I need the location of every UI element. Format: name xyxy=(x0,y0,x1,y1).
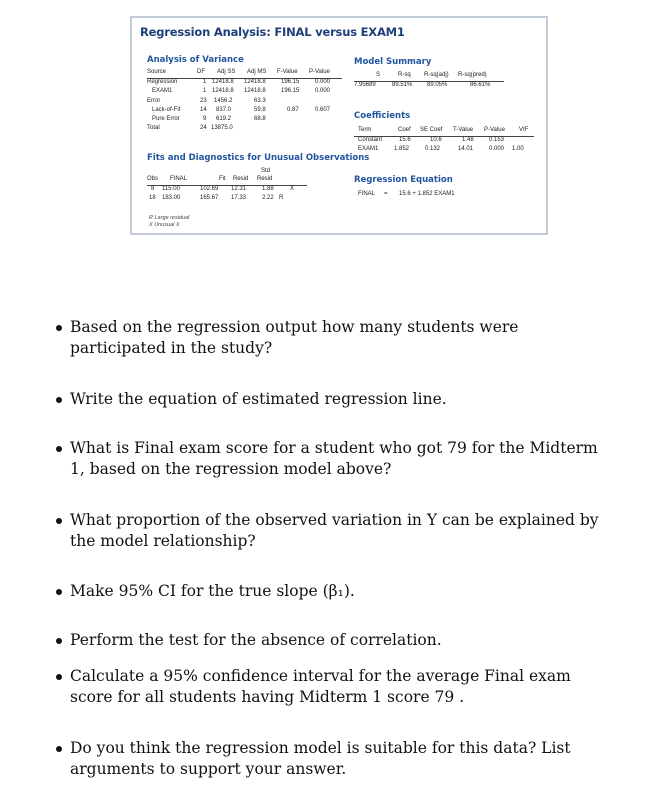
question-text: Write the equation of estimated regression line. xyxy=(70,390,447,408)
ms-s: 7.95689 xyxy=(354,82,376,89)
unusual-flag: R xyxy=(279,195,284,202)
coef-t: 1.48 xyxy=(462,137,474,144)
list-item xyxy=(56,630,616,651)
anova-col-source: Source xyxy=(147,69,167,75)
coefficients-table xyxy=(354,127,534,156)
question-text: Do you think the regression model is suitable for this data? List arguments to support your answer. xyxy=(70,739,571,778)
equation-equals: = xyxy=(384,191,388,197)
list-item xyxy=(56,510,616,552)
coef-col-t: T-Value xyxy=(453,127,474,133)
note-large-residual: R Large residual xyxy=(149,215,190,221)
question-text: Make 95% CI for the true slope (β₁). xyxy=(70,582,355,600)
coef-col-p: P-Value xyxy=(484,127,505,133)
anova-col-adjms: Adj MS xyxy=(247,69,267,75)
unusual-row xyxy=(147,195,307,204)
coef-p: 0.000 xyxy=(489,146,505,153)
anova-df: 1 xyxy=(203,79,207,86)
unusual-col-fit: Fit xyxy=(219,176,226,182)
anova-source: Total xyxy=(147,125,160,132)
anova-source: Pure Error xyxy=(152,115,180,122)
list-item xyxy=(56,438,616,480)
equation-heading: Regression Equation xyxy=(354,175,453,185)
unusual-col-stdresid: Resid xyxy=(257,176,273,182)
coef-se: 0.132 xyxy=(425,146,441,153)
unusual-std-row xyxy=(147,168,307,176)
coef-term: Constant xyxy=(358,137,383,144)
anova-df: 14 xyxy=(200,106,207,113)
bullet-icon xyxy=(56,674,62,680)
anova-df: 23 xyxy=(200,97,207,104)
unusual-flag: X xyxy=(290,186,295,193)
bullet-icon xyxy=(56,746,62,752)
anova-row xyxy=(147,98,342,107)
ms-rsqadj: 89.05% xyxy=(427,82,448,89)
equation-lhs: FINAL xyxy=(358,191,376,197)
unusual-col-obs: Obs xyxy=(147,176,159,182)
anova-df: 24 xyxy=(200,125,207,132)
anova-source: Regression xyxy=(147,79,178,86)
coef-col-se: SE Coef xyxy=(420,127,443,133)
bullet-icon xyxy=(56,446,62,452)
model-summary-header-row xyxy=(354,72,504,82)
anova-adjss: 1456.2 xyxy=(214,97,233,104)
list-item xyxy=(56,666,616,708)
bullet-icon xyxy=(56,397,62,403)
note-unusual-x: X Unusual X xyxy=(149,222,180,228)
anova-adjss: 12418.8 xyxy=(212,79,234,86)
coef-value: 1.852 xyxy=(394,146,410,153)
question-text: Based on the regression output how many students were participated in the study? xyxy=(70,318,519,357)
anova-p: 0.000 xyxy=(315,88,331,95)
unusual-notes xyxy=(149,215,189,229)
list-item xyxy=(56,317,616,359)
coef-header-row xyxy=(354,127,534,137)
anova-df: 1 xyxy=(203,88,207,95)
anova-f: 196.15 xyxy=(281,88,300,95)
unusual-stdresid: 2.22 xyxy=(262,195,274,202)
anova-source: Error xyxy=(147,97,161,104)
unusual-final: 183.00 xyxy=(162,195,181,202)
anova-adjms: 59.8 xyxy=(254,106,266,113)
coefficients-heading: Coefficients xyxy=(354,111,411,121)
anova-row xyxy=(147,116,342,125)
unusual-final: 115.00 xyxy=(162,186,180,193)
ms-col-rsqpred: R-sq(pred) xyxy=(458,72,487,78)
anova-header-row xyxy=(147,69,342,79)
list-item xyxy=(56,389,616,410)
coef-value: 15.6 xyxy=(399,137,411,144)
anova-col-pvalue: P-Value xyxy=(309,69,330,75)
coef-row xyxy=(354,137,534,146)
unusual-fit: 165.67 xyxy=(200,195,219,202)
unusual-col-final: FINAL xyxy=(170,176,188,182)
unusual-table xyxy=(147,168,307,205)
anova-adjms: 63.3 xyxy=(254,97,266,104)
ms-col-rsqadj: R-sq(adj) xyxy=(424,72,449,78)
anova-table xyxy=(147,69,342,134)
question-text: Calculate a 95% confidence interval for the average Final exam score for all students having Midterm 1 score 79 . xyxy=(70,667,571,706)
unusual-std-label: Std xyxy=(261,168,271,174)
coef-se: 10.6 xyxy=(430,137,442,144)
list-item xyxy=(56,581,616,602)
question-text: What proportion of the observed variation in Y can be explained by the model relationship? xyxy=(70,511,599,550)
unusual-resid: 17.33 xyxy=(231,195,247,202)
anova-row xyxy=(147,107,342,116)
unusual-header-row xyxy=(147,176,307,186)
regression-output-panel xyxy=(130,16,548,235)
ms-col-rsq: R-sq xyxy=(398,72,411,78)
list-item xyxy=(56,738,616,780)
question-text: What is Final exam score for a student who got 79 for the Midterm 1, based on the regression model above? xyxy=(70,439,598,478)
unusual-row xyxy=(147,186,307,195)
anova-adjms: 68.8 xyxy=(254,115,266,122)
coef-p: 0.153 xyxy=(489,137,505,144)
anova-p: 0.607 xyxy=(315,106,331,113)
anova-heading: Analysis of Variance xyxy=(147,55,244,65)
anova-p: 0.000 xyxy=(315,79,331,86)
anova-row xyxy=(147,88,342,97)
unusual-obs: 18 xyxy=(149,195,156,202)
coef-col-vif: VIF xyxy=(519,127,529,133)
unusual-resid: 12.31 xyxy=(231,186,247,193)
coef-t: 14.01 xyxy=(458,146,474,153)
model-summary-row xyxy=(354,82,504,91)
model-summary-table xyxy=(354,72,504,91)
anova-df: 9 xyxy=(203,115,207,122)
coef-vif: 1.00 xyxy=(512,146,524,153)
coef-row xyxy=(354,146,534,155)
unusual-col-resid: Resid xyxy=(233,176,249,182)
model-summary-heading: Model Summary xyxy=(354,57,432,67)
equation-rhs: 15.6 + 1.852 EXAM1 xyxy=(399,191,455,197)
coef-col-coef: Coef xyxy=(398,127,411,133)
anova-col-adjss: Adj SS xyxy=(217,69,236,75)
coef-term: EXAM1 xyxy=(358,146,379,153)
bullet-icon xyxy=(56,638,62,644)
bullet-icon xyxy=(56,518,62,524)
anova-f: 0.87 xyxy=(287,106,299,113)
anova-adjss: 619.2 xyxy=(216,115,232,122)
anova-adjss: 13875.0 xyxy=(211,125,233,132)
output-title: Regression Analysis: FINAL versus EXAM1 xyxy=(140,25,405,39)
anova-row xyxy=(147,79,342,88)
anova-adjms: 12418.8 xyxy=(244,79,266,86)
regression-equation xyxy=(354,191,534,200)
ms-rsqpred: 86.61% xyxy=(470,82,491,89)
coef-col-term: Term xyxy=(358,127,372,133)
anova-col-df: DF xyxy=(197,69,205,75)
anova-adjss: 837.0 xyxy=(216,106,232,113)
anova-row xyxy=(147,125,342,134)
anova-source: Lack-of-Fit xyxy=(152,106,181,113)
question-text: Perform the test for the absence of correlation. xyxy=(70,631,442,649)
anova-f: 196.15 xyxy=(281,79,300,86)
unusual-stdresid: 1.88 xyxy=(262,186,274,193)
anova-adjms: 12418.8 xyxy=(244,88,266,95)
ms-col-s: S xyxy=(376,72,381,78)
unusual-obs: 8 xyxy=(151,186,155,193)
equation-row xyxy=(354,191,534,200)
ms-rsq: 89.51% xyxy=(392,82,413,89)
anova-adjss: 12418.8 xyxy=(212,88,234,95)
anova-col-fvalue: F-Value xyxy=(277,69,298,75)
unusual-heading: Fits and Diagnostics for Unusual Observations xyxy=(147,153,370,163)
unusual-fit: 102.69 xyxy=(200,186,219,193)
bullet-icon xyxy=(56,325,62,331)
anova-source: EXAM1 xyxy=(152,88,173,95)
bullet-icon xyxy=(56,589,62,595)
